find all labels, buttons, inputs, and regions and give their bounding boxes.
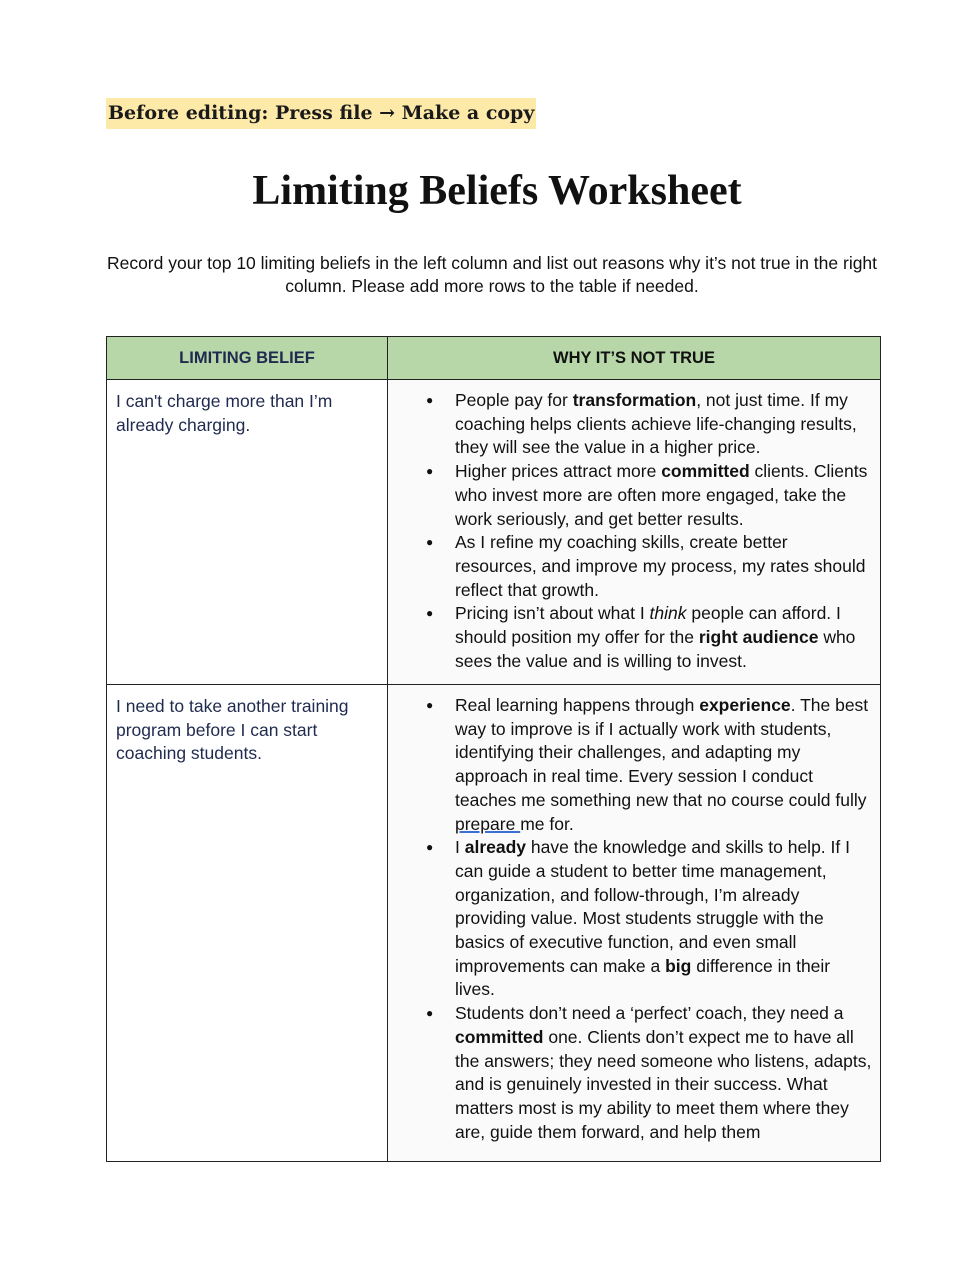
reasons-clip	[388, 694, 874, 1152]
instructions-paragraph: Record your top 10 limiting beliefs in the left column and list out reasons why it’s not true in the right column. Please add more rows to the table if needed.	[106, 253, 878, 296]
page-title: Limiting Beliefs Worksheet	[252, 168, 742, 214]
reason-item: ● Higher prices attract more committed clients. Clients who invest more are often more engaged, take the work seriously, and get better results.	[388, 460, 874, 531]
beliefs-table	[106, 336, 881, 1162]
table-row	[107, 380, 881, 685]
reasons-list	[388, 389, 874, 673]
reasons-cell[interactable]	[388, 380, 881, 685]
header-limiting-belief: LIMITING BELIEF	[107, 337, 388, 380]
reason-item: ● People pay for transformation, not just time. If my coaching helps clients achieve life-changing results, they will see the value in a higher price.	[388, 389, 874, 460]
reasons-cell[interactable]	[388, 685, 881, 1162]
reasons-list	[388, 694, 874, 1144]
reason-item: ● Students don’t need a ‘perfect’ coach, they need a committed one. Clients don’t expect me to have all the answers; they need someone who listens, adapts, and is genuinely invested in their success. What matters most is my ability to meet them where they are, guide them forward, and help them	[388, 1002, 874, 1144]
copy-instruction-banner: Before editing: Press file → Make a copy	[106, 98, 536, 129]
reason-item: ● As I refine my coaching skills, create better resources, and improve my process, my rates should reflect that growth.	[388, 531, 874, 602]
reason-item: ● Real learning happens through experience. The best way to improve is if I actually work with students, identifying their challenges, and adapting my approach in real time. Every session I conduct teaches me something new that no course could fully prepare me for.	[388, 694, 874, 836]
table-header-row	[107, 337, 881, 380]
reason-item: ● I already have the knowledge and skills to help. If I can guide a student to better time management, organization, and follow-through, I’m already providing value. Most students struggle with the basics of executive function, and even small improvements can make a big difference in their lives.	[388, 836, 874, 1002]
table-row	[107, 685, 881, 1162]
reason-item: ● Pricing isn’t about what I think people can afford. I should position my offer for the right audience who sees the value and is willing to invest.	[388, 602, 874, 673]
header-why-not-true: WHY IT’S NOT TRUE	[388, 337, 881, 380]
belief-cell[interactable]: I can't charge more than I’m already charging.	[107, 380, 388, 685]
belief-cell[interactable]: I need to take another training program before I can start coaching students.	[107, 685, 388, 1162]
